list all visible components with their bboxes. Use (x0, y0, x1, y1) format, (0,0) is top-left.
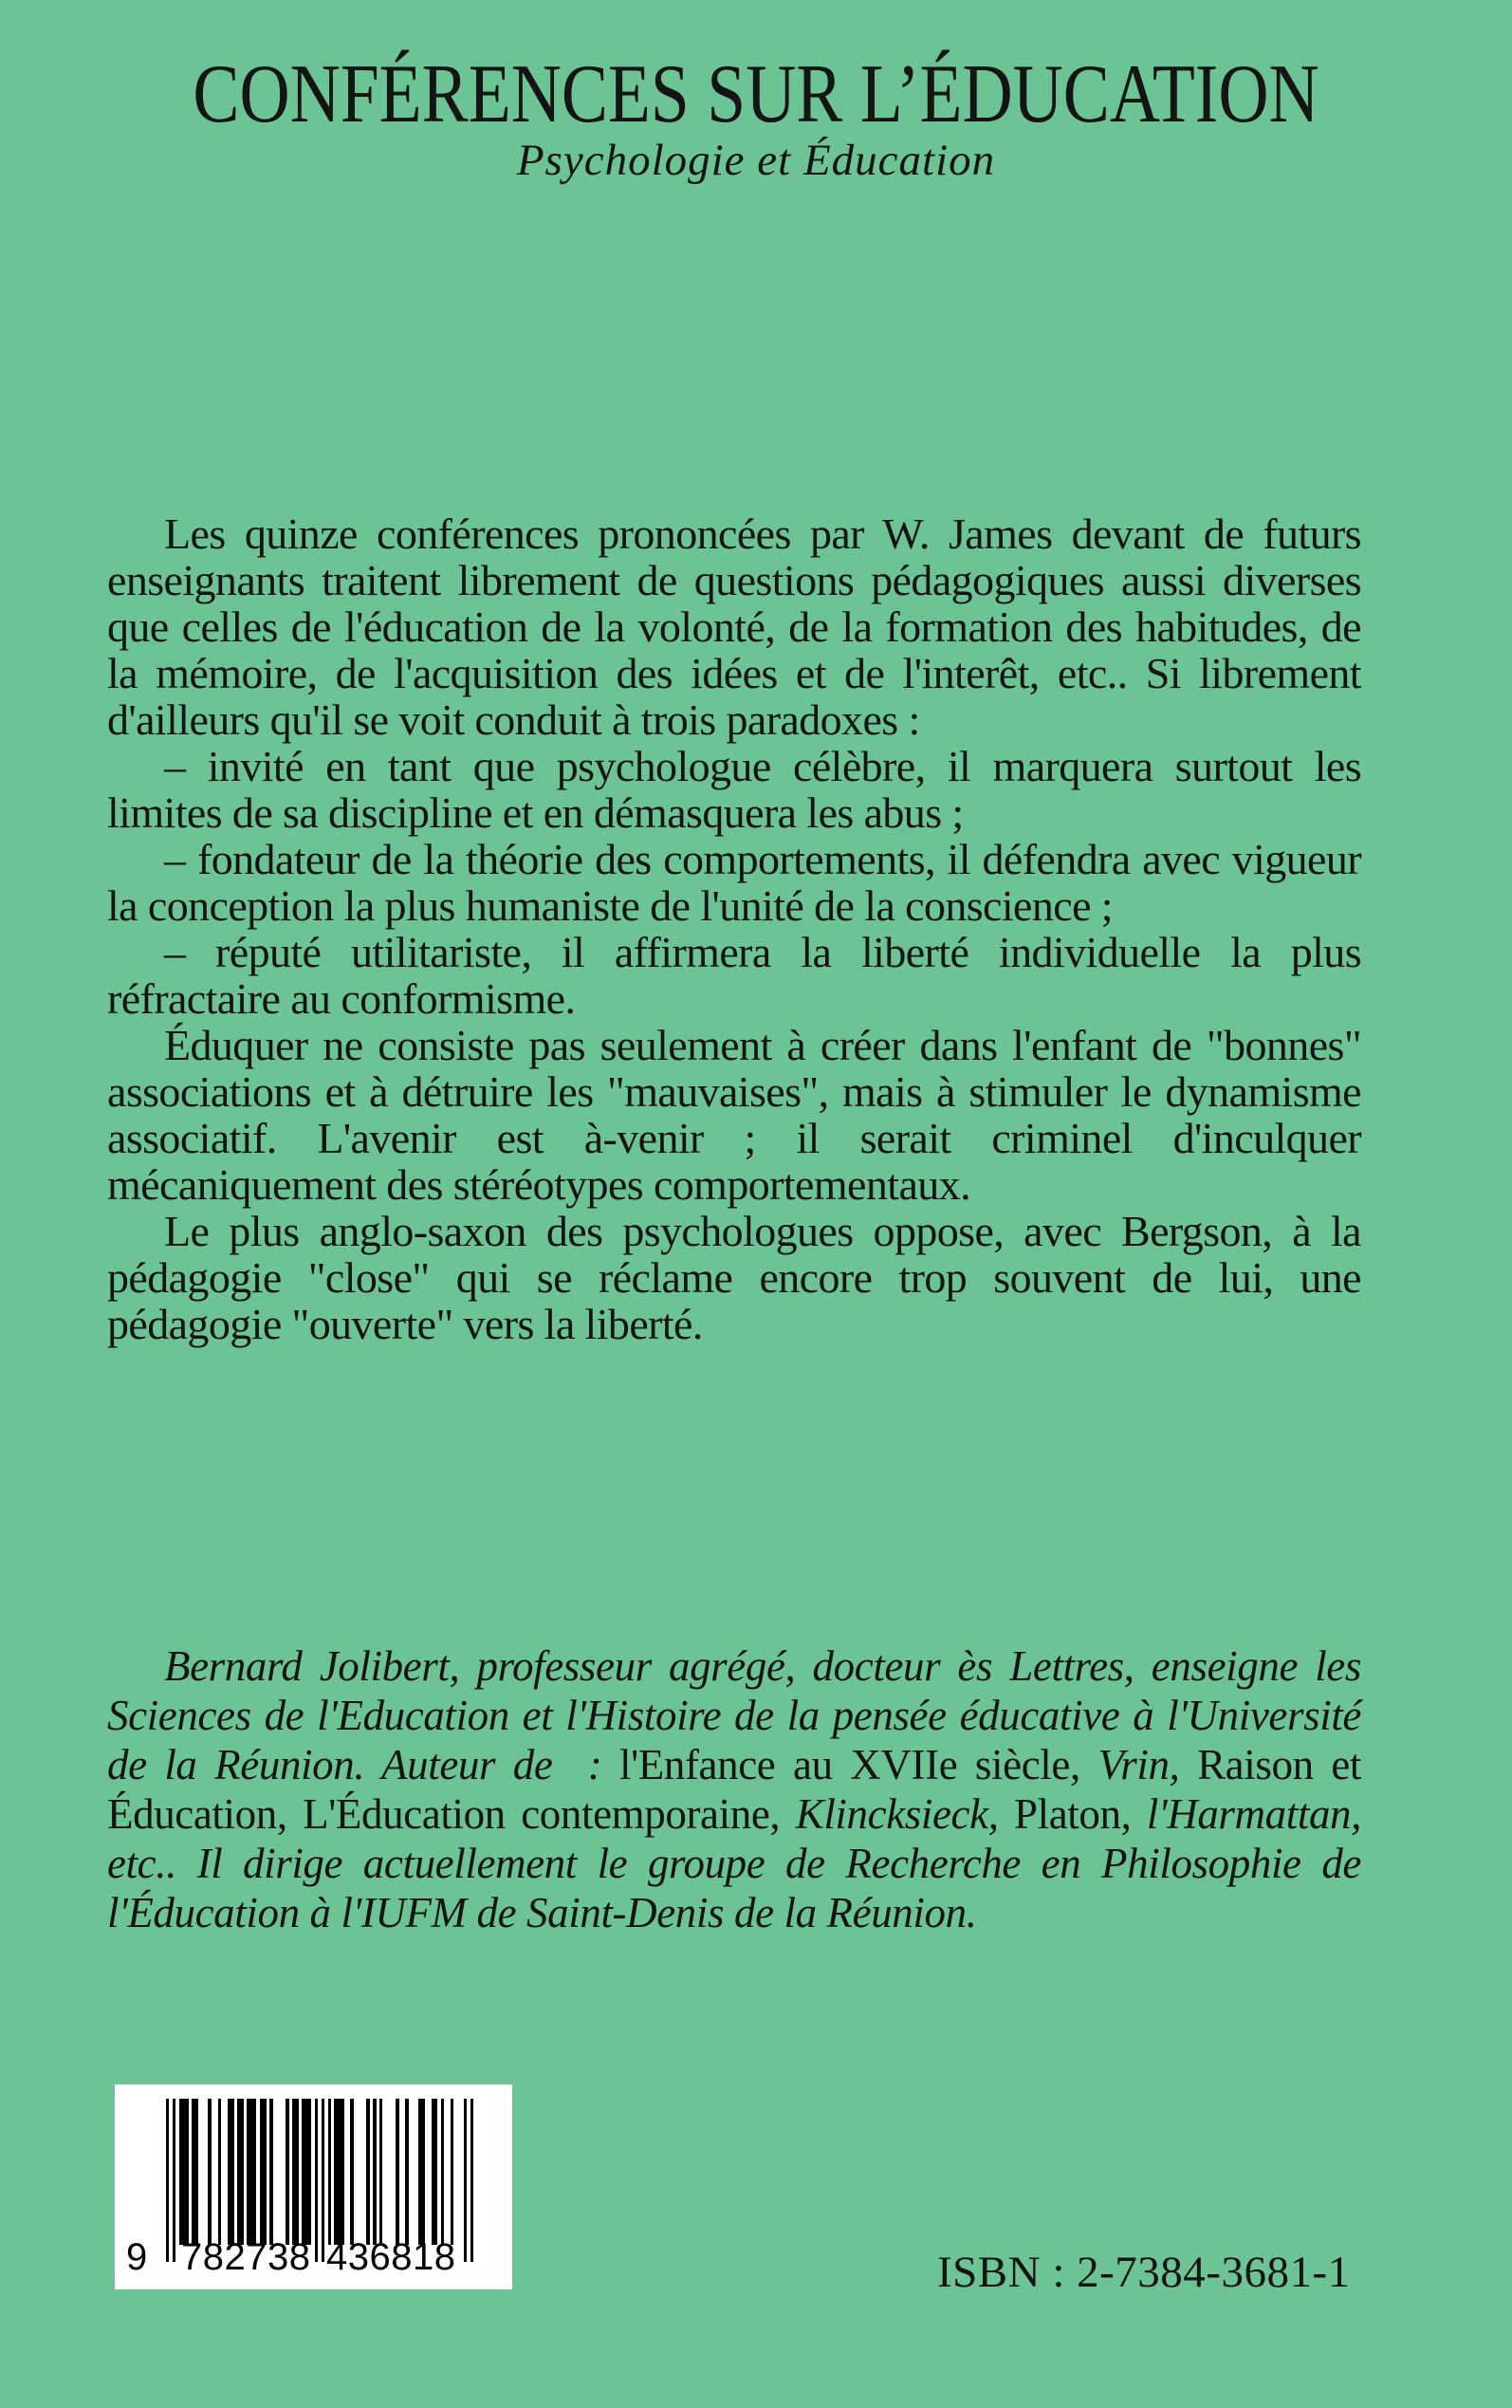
synopsis-paragraph: – invité en tant que psychologue célèbre, il marquera surtout les limites de sa discipline et en démasquera les abus ; (107, 742, 1361, 837)
barcode-bar (260, 2099, 267, 2245)
bio-segment-italic: Klincksieck, (795, 1790, 1014, 1838)
barcode-digits-left: 782738 (181, 2236, 311, 2278)
barcode-bar (166, 2099, 169, 2262)
barcode-bar (228, 2099, 234, 2245)
barcode-bar (173, 2099, 175, 2262)
barcode-digits-right: 436818 (326, 2236, 456, 2278)
synopsis-paragraph: Le plus anglo-saxon des psychologues oppose, avec Bergson, à la pédagogie "close" qui se réclame encore trop souvent de lui, une pédagogie "ouverte" vers la liberté. (107, 1207, 1361, 1348)
barcode-bar (237, 2099, 244, 2245)
barcode-bar (396, 2099, 398, 2245)
synopsis (107, 510, 1361, 1347)
barcode-bar (328, 2099, 331, 2245)
barcode-bar (405, 2099, 408, 2245)
barcode-bar (441, 2099, 444, 2245)
bio-segment-italic: Vrin, (1097, 1741, 1198, 1788)
barcode-bar (286, 2099, 288, 2245)
barcode-bar (470, 2099, 473, 2262)
bio-segment-roman: Platon, (1014, 1790, 1147, 1838)
barcode-bar (315, 2099, 318, 2262)
synopsis-paragraph: Éduquer ne consiste pas seulement à créer dans l'enfant de "bonnes" associations et à détruire les "mauvaises", mais à stimuler le dynamisme associatif. L'avenir est à-venir ; il serait criminel d'inculquer mécaniquement des stéréotypes comportementaux. (107, 1021, 1361, 1209)
barcode (115, 2084, 512, 2289)
barcode-bar (334, 2099, 343, 2245)
bio-segment-roman: l'Enfance au XVIIe siècle, (618, 1741, 1098, 1788)
barcode-bar (269, 2099, 272, 2245)
barcode-bar (292, 2099, 299, 2245)
barcode-bar (350, 2099, 353, 2245)
book-subtitle: Psychologie et Éducation (516, 136, 996, 185)
author-bio (107, 1641, 1361, 1937)
bio-segment-italic: Bernard Jolibert, professeur agrégé, docteur ès Lettres, enseigne les Sciences de l'Education et l'Histoire de la pensée éducative à l'Université de la Réunion. Auteur de : (107, 1642, 1361, 1788)
synopsis-paragraph: Les quinze conférences prononcées par W. James devant de futurs enseignants traitent librement de questions pédagogiques aussi diverses que celles de l'éducation de la volonté, de la formation des habitudes, de la mémoire, de l'acquisition des idées et de l'interêt, etc.. Si librement d'ailleurs qu'il se voit conduit à trois paradoxes : (107, 509, 1361, 744)
author-bio-text (107, 1641, 1361, 1937)
barcode-digit-first: 9 (126, 2236, 148, 2278)
barcode-bar (373, 2099, 376, 2245)
barcode-bar (366, 2099, 369, 2245)
barcode-bar (418, 2099, 425, 2245)
barcode-bar (192, 2099, 198, 2245)
bio-segment-italic: l'Harmattan, etc.. Il dirige actuellement le groupe de Recherche en Philosophie de l'Éducation à l'IUFM de Saint-Denis de la Réunion. (107, 1790, 1361, 1936)
book-title: CONFÉRENCES SUR L’ÉDUCATION (193, 48, 1319, 140)
barcode-bar (322, 2099, 324, 2262)
synopsis-paragraph: – fondateur de la théorie des comportements, il défendra avec vigueur la conception la plus humaniste de l'unité de la conscience ; (107, 835, 1361, 930)
barcode-bar (247, 2099, 256, 2245)
barcode-bar (451, 2099, 453, 2245)
barcode-bar (432, 2099, 438, 2245)
barcode-bar (464, 2099, 467, 2262)
synopsis-paragraph: – réputé utilitariste, il affirmera la liberté individuelle la plus réfractaire au conformisme. (107, 928, 1361, 1023)
barcode-bar (302, 2099, 311, 2245)
barcode-bar (179, 2099, 189, 2245)
bio-segment-roman: Raison et Éducation, L'Éducation contemporaine, (107, 1741, 1361, 1838)
barcode-bar (208, 2099, 211, 2245)
barcode-bar (379, 2099, 382, 2245)
barcode-bar (218, 2099, 221, 2245)
isbn-label: ISBN : 2-7384-3681-1 (937, 2248, 1351, 2297)
